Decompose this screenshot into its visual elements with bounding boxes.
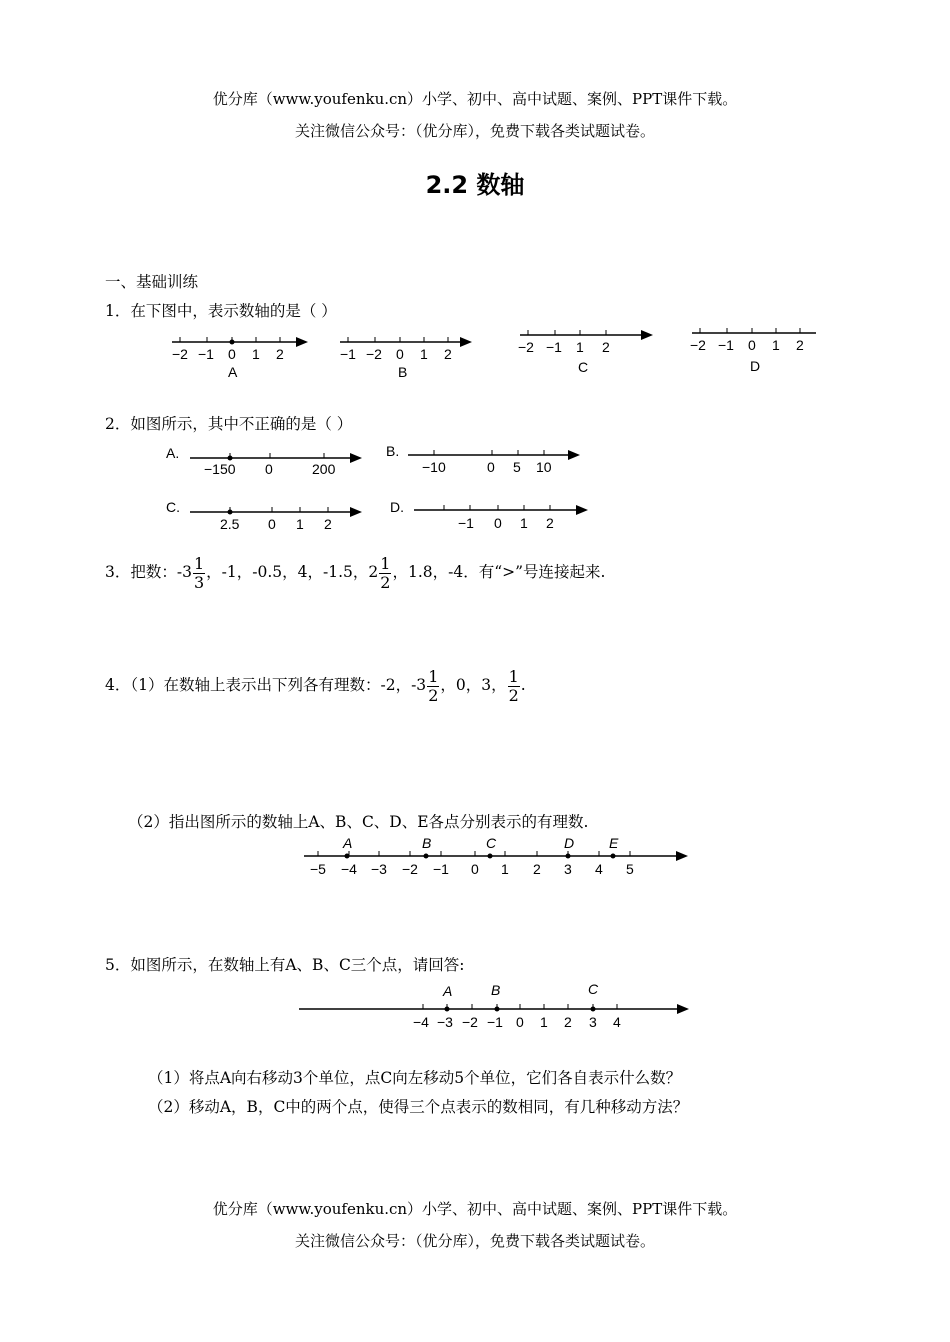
q5-tick-label: 3 [589, 1014, 597, 1030]
q3-fraction-2-numerator: 1 [380, 554, 391, 573]
q5-tick-label: −3 [437, 1014, 453, 1030]
q1-option-d-axis [690, 328, 816, 374]
q4-tick-label: 4 [595, 861, 603, 877]
q4-fraction-1-numerator: 1 [428, 667, 439, 686]
q2-option-b-axis [386, 443, 580, 475]
question-4-axis [300, 832, 700, 882]
q4-tick-label: 5 [626, 861, 634, 877]
q4-fraction-2-numerator: 1 [508, 667, 519, 686]
q1-option-a-axis [172, 337, 308, 380]
q2d-tick-label: 1 [520, 515, 528, 531]
q1b-tick-label: 1 [420, 346, 428, 362]
q1c-tick-label: 1 [576, 339, 584, 355]
q5-tick-label: 0 [516, 1014, 524, 1030]
q4-tick-label: −1 [433, 861, 449, 877]
q4-fraction-1 [427, 668, 439, 704]
q4-point-label: A [343, 835, 353, 851]
q5-tick-label: 4 [613, 1014, 621, 1030]
footer-line-2: 关注微信公众号：（优分库），免费下载各类试题试卷。 [294, 1232, 655, 1250]
q4-tick-label: 2 [533, 861, 541, 877]
q1a-tick-label: 1 [252, 346, 260, 362]
q5-point-a-dot [445, 1007, 450, 1012]
q5-point-label: C [588, 981, 599, 997]
q1-option-d-label: D [750, 358, 761, 374]
q2c-tick-label: 2 [324, 516, 332, 532]
q5-tick-label: 2 [564, 1014, 572, 1030]
q2c-tick-label: 2.5 [220, 516, 240, 532]
q1-option-b-label: B [398, 364, 408, 380]
q2a-tick-label: 0 [265, 461, 273, 477]
q1-option-c-label: C [578, 359, 589, 375]
q1a-tick-label: 2 [276, 346, 284, 362]
q3-fraction-1-denominator: 3 [193, 572, 205, 592]
q4-tick-label: −3 [371, 861, 387, 877]
q1-option-c-axis [518, 330, 653, 375]
question-4-part-2: （2）指出图所示的数轴上A、B、C、D、E各点分别表示的有理数. [128, 813, 589, 831]
q4-point-label: E [609, 835, 619, 851]
q2a-tick-label: 200 [312, 461, 336, 477]
q3-fraction-2 [379, 555, 391, 591]
q4-suffix: . [520, 676, 526, 695]
q1b-tick-label: −2 [366, 346, 382, 362]
q4-point-d-dot [566, 854, 571, 859]
q5-point-b-dot [495, 1007, 500, 1012]
q4-tick-label: −2 [402, 861, 418, 877]
q1b-tick-label: 0 [396, 346, 404, 362]
q2b-tick-label: −10 [422, 459, 446, 475]
q4-point-b-dot [424, 854, 429, 859]
q1a-tick-label: 0 [228, 346, 236, 362]
q5-tick-label: −1 [487, 1014, 503, 1030]
q4-fraction-2 [508, 668, 520, 704]
q3-fraction-1-numerator: 1 [193, 554, 205, 573]
q4-point-label: B [422, 835, 432, 851]
q3-prefix: 3．把数：-3 [105, 563, 192, 582]
q4-point-c-dot [488, 854, 493, 859]
q2-option-a-label: A. [166, 445, 180, 461]
q3-fraction-1 [193, 555, 205, 591]
q1a-tick-label: −1 [198, 346, 214, 362]
q1-option-a-label: A [228, 364, 238, 380]
q4-mid: ，0，3， [440, 676, 507, 695]
q1-option-b-axis [340, 337, 472, 380]
q4-point-a-dot [345, 854, 350, 859]
header-line-2: 关注微信公众号：（优分库），免费下载各类试题试卷。 [294, 122, 655, 140]
q3-suffix: ，1.8，-4．有“>”号连接起来. [392, 563, 606, 582]
question-4-text [105, 668, 526, 704]
q1c-tick-label: −1 [546, 339, 562, 355]
q4-tick-label: 0 [471, 861, 479, 877]
question-5-axis [295, 978, 695, 1033]
q1d-tick-label: −2 [690, 337, 706, 353]
q5-point-label: B [491, 982, 501, 998]
q2b-tick-label: 10 [536, 459, 552, 475]
question-1-figures [160, 325, 840, 385]
question-5-sub-1: （1）将点A向右移动3个单位，点C向左移动5个单位，它们各自表示什么数？ [148, 1069, 682, 1087]
q2c-tick-label: 1 [296, 516, 304, 532]
q1d-tick-label: 1 [772, 337, 780, 353]
q3-mid: ，-1，-0.5，4，-1.5，2 [206, 563, 379, 582]
q5-tick-label: −2 [462, 1014, 478, 1030]
q4-fraction-1-denominator: 2 [428, 685, 439, 705]
q2-option-c-label: C. [166, 499, 180, 515]
question-2-figures [160, 440, 600, 535]
q1d-tick-label: 0 [748, 337, 756, 353]
question-5-sub-2: （2）移动A，B，C中的两个点，使得三个点表示的数相同，有几种移动方法？ [148, 1098, 689, 1116]
footer-line-1: 优分库（www.youfenku.cn）小学、初中、高中试题、案例、PPT课件下载。 [212, 1200, 738, 1218]
q1d-tick-label: 2 [796, 337, 804, 353]
question-5-text: 5．如图所示，在数轴上有A、B、C三个点，请回答: [105, 956, 465, 974]
question-2-text: 2．如图所示，其中不正确的是（ ） [105, 415, 353, 433]
q2a-tick-label: −150 [204, 461, 236, 477]
q4-point-label: C [486, 835, 497, 851]
q5-point-label: A [443, 983, 453, 999]
q5-tick-label: −4 [413, 1014, 429, 1030]
q4-point-e-dot [611, 854, 616, 859]
q4-fraction-2-denominator: 2 [508, 685, 519, 705]
q1a-tick-label: −2 [172, 346, 188, 362]
q1c-tick-label: 2 [602, 339, 610, 355]
q4-point-label: D [564, 835, 575, 851]
q2b-tick-label: 0 [487, 459, 495, 475]
q4-tick-label: 1 [501, 861, 509, 877]
question-1-text: 1．在下图中，表示数轴的是（ ） [105, 302, 337, 320]
q5-point-c-dot [591, 1007, 596, 1012]
q4-tick-label: 3 [564, 861, 572, 877]
q2-option-c-axis [166, 499, 362, 532]
q1c-tick-label: −2 [518, 339, 534, 355]
q2-option-d-axis [390, 499, 588, 531]
section-heading: 一、基础训练 [105, 273, 199, 291]
q2-option-a-axis [166, 445, 362, 477]
q1b-tick-label: −1 [340, 346, 356, 362]
q2-option-b-label: B. [386, 443, 400, 459]
q2d-tick-label: 0 [494, 515, 502, 531]
q2d-tick-label: 2 [546, 515, 554, 531]
q3-fraction-2-denominator: 2 [380, 572, 391, 592]
q2c-tick-label: 0 [268, 516, 276, 532]
q4-tick-label: −4 [341, 861, 357, 877]
q4-prefix: 4．（1）在数轴上表示出下列各有理数：-2，-3 [105, 676, 427, 695]
q4-tick-label: −5 [310, 861, 326, 877]
q1b-tick-label: 2 [444, 346, 452, 362]
question-3-text [105, 555, 605, 591]
q2b-tick-label: 5 [513, 459, 521, 475]
header-line-1: 优分库（www.youfenku.cn）小学、初中、高中试题、案例、PPT课件下载。 [212, 90, 738, 108]
q1d-tick-label: −1 [718, 337, 734, 353]
page-title: 2.2 数轴 [425, 171, 525, 199]
q2d-tick-label: −1 [458, 515, 474, 531]
q2-option-d-label: D. [390, 499, 404, 515]
q5-tick-label: 1 [540, 1014, 548, 1030]
